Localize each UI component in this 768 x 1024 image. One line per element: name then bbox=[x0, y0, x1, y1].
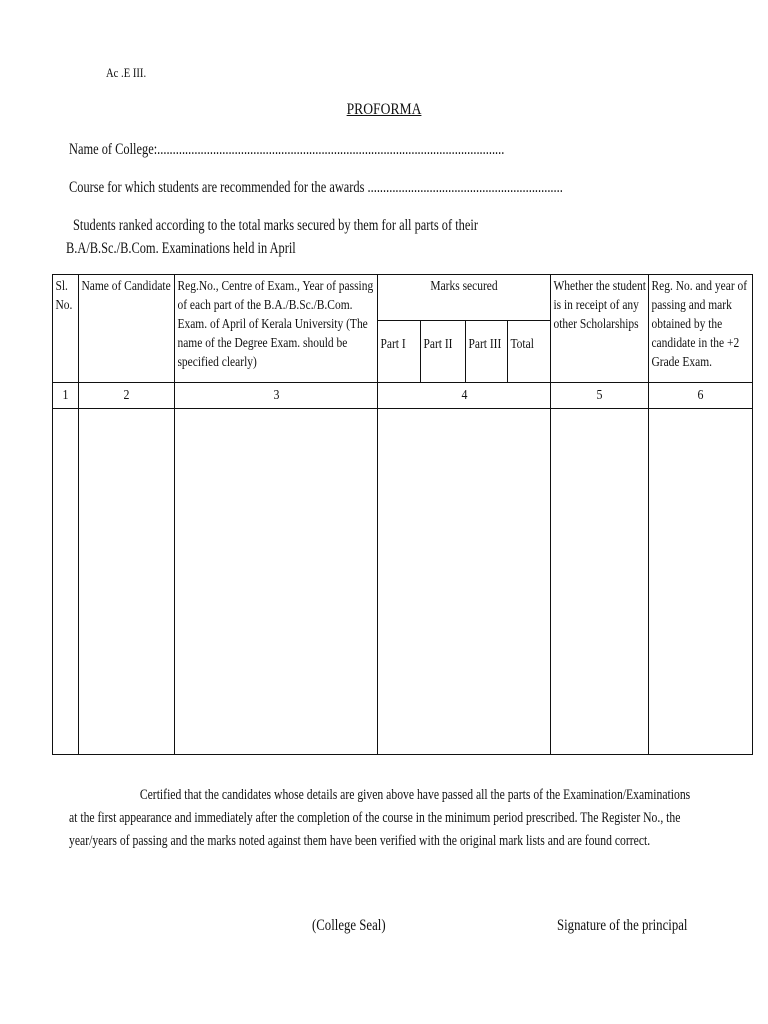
header-reg-no: Reg.No., Centre of Exam., Year of passing of each part of the B.A./B.Sc./B.Com. Exam. of April of Kerala University (The name of the Degree Exam. should be specified clearly) bbox=[175, 275, 378, 383]
entry-sl-no-cell[interactable] bbox=[53, 409, 79, 755]
entry-plus2-cell[interactable] bbox=[649, 409, 753, 755]
blank-entry-row bbox=[53, 409, 753, 755]
header-sl-no: Sl. No. bbox=[53, 275, 79, 383]
header-candidate-name: Name of Candidate bbox=[79, 275, 175, 383]
page-title-text: PROFORMA bbox=[346, 101, 422, 118]
certificate-statement bbox=[69, 784, 697, 853]
reference-code: Ac .E III. bbox=[106, 66, 147, 80]
college-name-field: Name of College:................................................................................................................ bbox=[69, 141, 505, 158]
header-plus2-details: Reg. No. and year of passing and mark obtained by the candidate in the +2 Grade Exam. bbox=[649, 275, 753, 383]
entry-reg-no-cell[interactable] bbox=[175, 409, 378, 755]
principal-signature-label: Signature of the principal bbox=[557, 917, 688, 934]
header-total: Total bbox=[508, 321, 551, 383]
header-part-3: Part III bbox=[466, 321, 508, 383]
header-part-1: Part I bbox=[378, 321, 421, 383]
header-marks-secured: Marks secured bbox=[378, 275, 551, 321]
candidates-table bbox=[52, 274, 753, 755]
course-field: Course for which students are recommended for the awards ............................................................... bbox=[69, 179, 563, 196]
header-scholarship: Whether the student is in receipt of any other Scholarships bbox=[551, 275, 649, 383]
column-number-row bbox=[53, 383, 753, 409]
page-title bbox=[0, 101, 768, 119]
college-seal-label: (College Seal) bbox=[312, 917, 386, 934]
column-number-3: 3 bbox=[175, 383, 378, 409]
entry-marks-cell[interactable] bbox=[378, 409, 551, 755]
entry-scholarship-cell[interactable] bbox=[551, 409, 649, 755]
column-number-5: 5 bbox=[551, 383, 649, 409]
column-number-2: 2 bbox=[79, 383, 175, 409]
column-number-4: 4 bbox=[378, 383, 551, 409]
header-part-2: Part II bbox=[421, 321, 466, 383]
ranking-note-line-2: B.A/B.Sc./B.Com. Examinations held in April bbox=[66, 240, 296, 257]
certificate-text: Certified that the candidates whose details are given above have passed all the parts of the Examination/Examinations at the first appearance and immediately after the completion of the course in the minimum period prescribed. The Register No., the year/years of passing and the marks noted against them have been verified with the original mark lists and are found correct. bbox=[69, 787, 691, 849]
table-header-row bbox=[53, 275, 753, 321]
ranking-note-line-1: Students ranked according to the total marks secured by them for all parts of their bbox=[73, 217, 478, 234]
entry-candidate-name-cell[interactable] bbox=[79, 409, 175, 755]
column-number-6: 6 bbox=[649, 383, 753, 409]
column-number-1: 1 bbox=[53, 383, 79, 409]
